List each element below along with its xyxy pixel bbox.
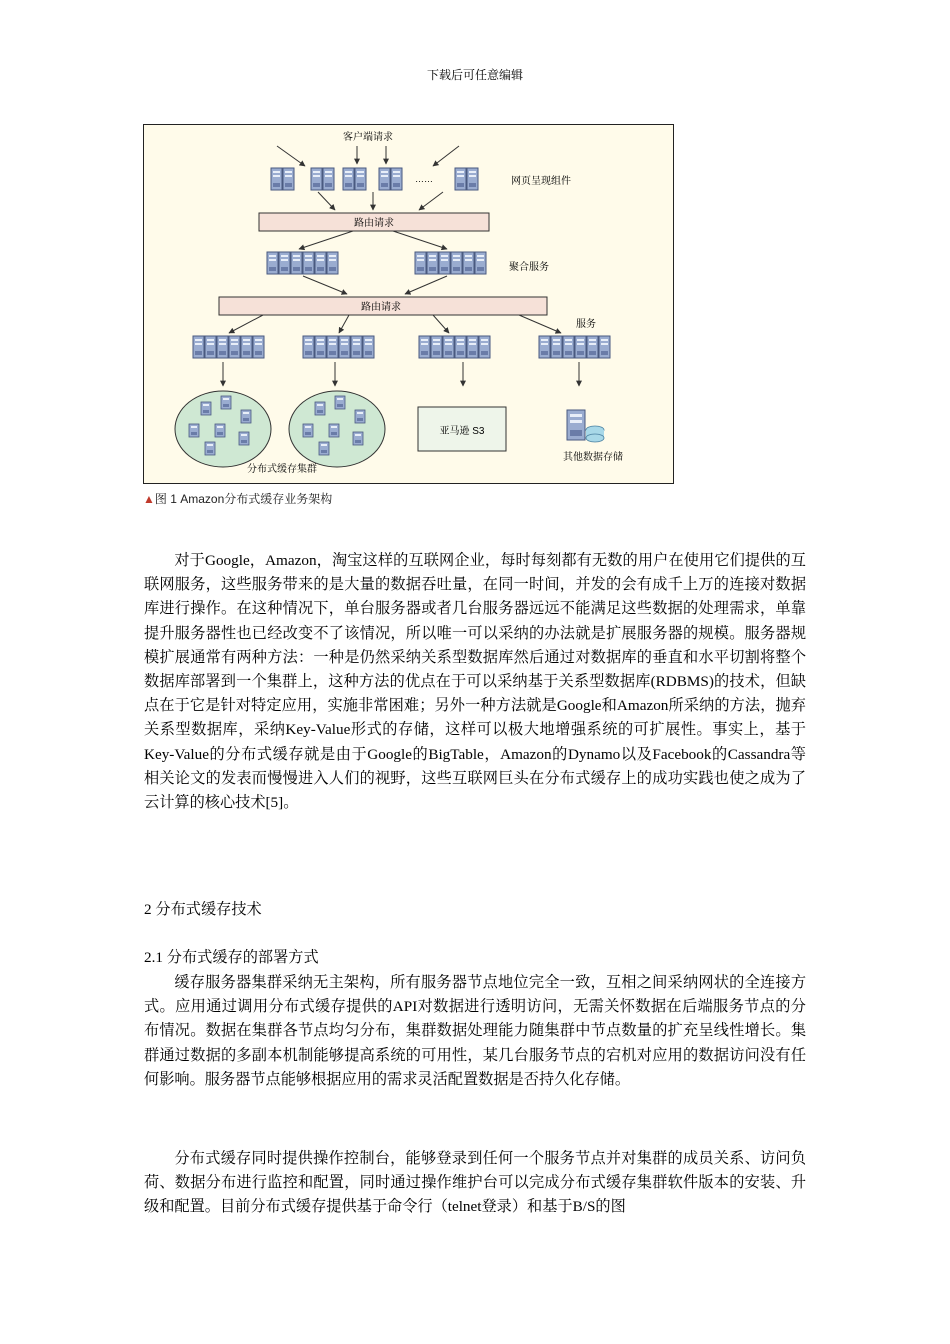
other-data-store-label: 其他数据存储: [563, 452, 623, 463]
ellipsis-label: ……: [415, 174, 433, 184]
service-label: 服务: [576, 319, 596, 330]
distributed-cache-cluster-label: 分布式缓存集群: [247, 464, 317, 475]
client-request-label: 客户端请求: [343, 132, 393, 143]
architecture-diagram: [143, 124, 674, 484]
figure-caption: [143, 490, 332, 507]
caption-marker: ▲: [143, 492, 155, 506]
routing-request-mid: 路由请求: [361, 302, 401, 313]
page-header: 下载后可任意编辑: [426, 68, 523, 82]
paragraph-intro: 对于Google，Amazon，淘宝这样的互联网企业，每时每刻都有无数的用户在使用它们提供的互联网服务，这些服务带来的是大量的数据吞吐量，在同一时间，并发的会有成千上万的连接对数据库进行操作。在这种情况下，单台服务器或者几台服务器远远不能满足这些数据的处理需求，单靠提升服务器性也已经改变不了该情况，所以唯一可以采纳的办法就是扩展服务器的规模。服务器规模扩展通常有两种方法：一种是仍然采纳关系型数据库然后通过对数据库的垂直和水平切割将整个数据库部署到一个集群上，这种方法的优点在于可以采纳基于关系型数据库(RDBMS)的技术，但缺点在于它是针对特定应用，实施非常困难；另外一种方法就是Google和Amazon所采纳的方法，抛弃关系型数据库，采纳Key-Value形式的存储，这样可以极大地增强系统的可扩展性。事实上，基于Key-Value的分布式缓存就是由于Google的BigTable，Amazon的Dynamo以及Facebook的Cassandra等相关论文的发表而慢慢进入人们的视野，这些互联网巨头在分布式缓存上的成功实践也使之成为了云计算的核心技术[5]。: [144, 552, 806, 812]
paragraph-console: 分布式缓存同时提供操作控制台，能够登录到任何一个服务节点并对集群的成员关系、访问负荷、数据分布进行监控和配置，同时通过操作维护台可以完成分布式缓存集群软件版本的安装、升级和配置。目前分布式缓存提供基于命令行（telnet登录）和基于B/S的图: [144, 1150, 806, 1216]
caption-text: 图 1 Amazon分布式缓存业务架构: [154, 492, 333, 506]
routing-request-top: 路由请求: [354, 218, 394, 229]
architecture-figure: [143, 124, 674, 484]
subsection-heading-2-1: 2.1 分布式缓存的部署方式: [144, 949, 319, 966]
paragraph-deployment: 缓存服务器集群采纳无主架构，所有服务器节点地位完全一致，互相之间采纳网状的全连接方式。应用通过调用分布式缓存提供的API对数据进行透明访问，无需关怀数据在后端服务节点的分布情况。数据在集群各节点均匀分布，集群数据处理能力随集群中节点数量的扩充呈线性增长。集群通过数据的多副本机制能够提高系统的可用性，某几台服务节点的宕机对应用的数据访问没有任何影响。服务器节点能够根据应用的需求灵活配置数据是否持久化存储。: [144, 974, 806, 1088]
web-page-components-label: 网页呈现组件: [511, 176, 571, 187]
amazon-s3-label: 亚马逊 S3: [439, 426, 485, 437]
aggregation-service-label: 聚合服务: [509, 262, 549, 273]
section-heading-2: 2 分布式缓存技术: [144, 901, 262, 918]
